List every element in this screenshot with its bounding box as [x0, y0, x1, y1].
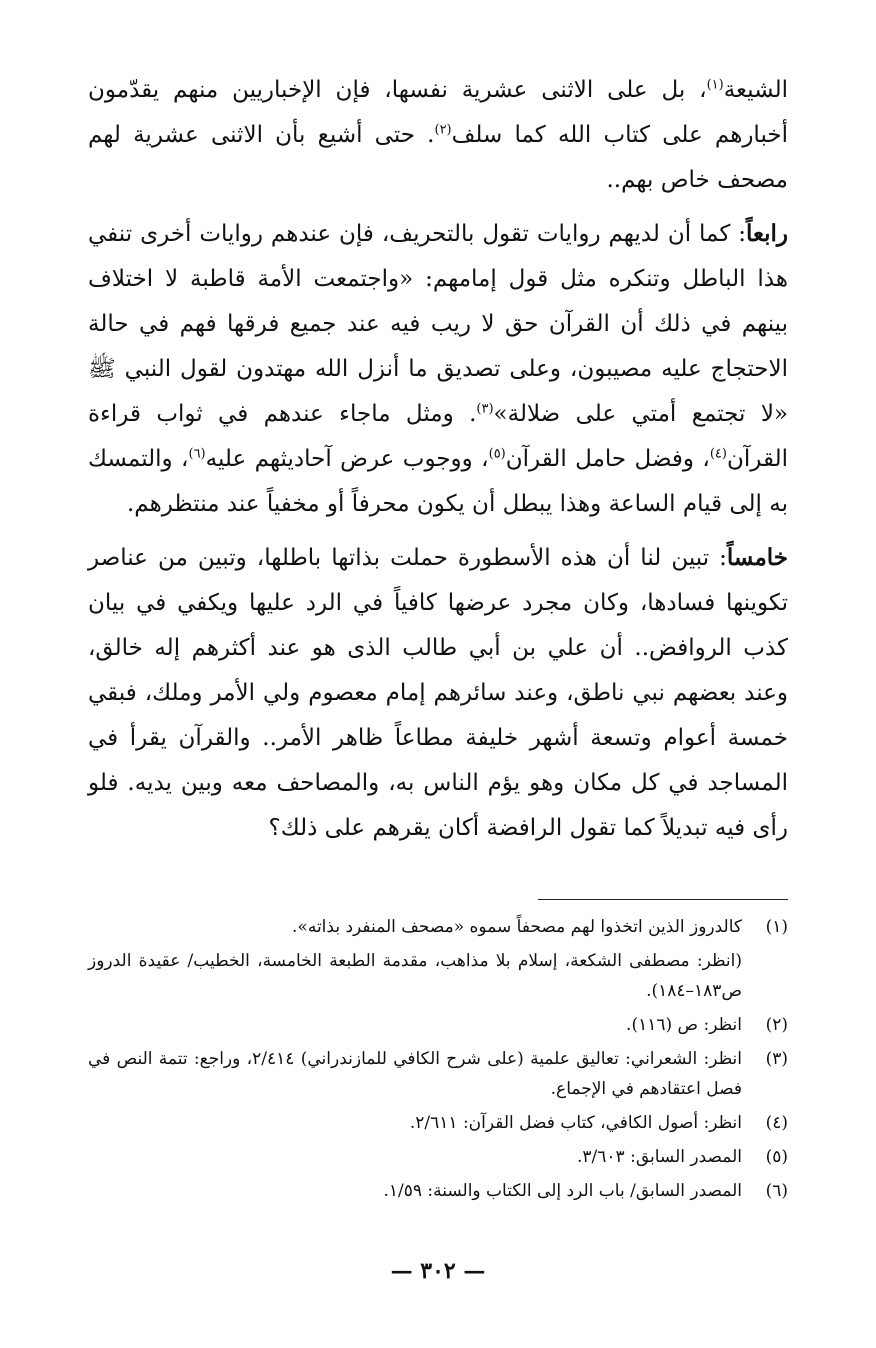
text-run: ، وفضل حامل القرآن	[505, 446, 710, 472]
footnote-text: انظر: أصول الكافي، كتاب فضل القرآن: ٢/٦١١.	[409, 1113, 742, 1133]
footnote-divider	[538, 899, 788, 900]
paragraph-fifth	[88, 535, 788, 851]
footnote-item	[88, 1176, 788, 1206]
footnote-ref: (١)	[706, 77, 724, 93]
paragraph-lead: رابعاً	[745, 220, 788, 247]
footnote-number: (١)	[765, 917, 788, 937]
footnote-text: انظر: ص (١١٦).	[626, 1015, 742, 1035]
footnote-number: (٢)	[765, 1015, 788, 1035]
footnote-number: (٦)	[765, 1181, 788, 1201]
text-run: ، ووجوب عرض آحاديثهم عليه	[205, 446, 489, 472]
paragraph-continuation	[88, 68, 788, 203]
footnote-text: المصدر السابق/ باب الرد إلى الكتاب والسنة: ١/٥٩.	[383, 1181, 742, 1201]
footnotes	[88, 912, 788, 1210]
text-run: الشيعة	[723, 77, 788, 103]
footnote-number: (٣)	[765, 1049, 788, 1069]
text-run: : تبين لنا أن هذه الأسطورة حملت بذاتها باطلها، وتبين من عناصر تكوينها فسادها، وكان مجرد عرضها كافياً في الرد عليها ويكفي في بيان كذب الروافض.. أن علي بن أبي طالب الذى هو عند أكثرهم إله خالق، وعند بعضهم نبي ناطق، وعند سائرهم إمام معصوم ولي الأمر وملك، فبقي خمسة أعوام وتسعة أشهر خليفة مطاعاً ظاهر الأمر.. والقرآن يقرأ في المساجد في كل مكان وهو يؤم الناس به، والمصاحف معه وبين يديه. فلو رأى فيه تبديلاً كما تقول الرافضة أكان يقرهم على ذلك؟	[88, 545, 788, 841]
paragraph-fourth	[88, 211, 788, 527]
footnote-text: (انظر: مصطفى الشكعة، إسلام بلا مذاهب، مقدمة الطبعة الخامسة، الخطيب/ عقيدة الدروز ص١٨٣–١٨٤).	[88, 951, 742, 1001]
footnote-ref: (٣)	[476, 401, 494, 417]
text-run: : كما أن لديهم روايات تقول بالتحريف، فإن عندهم روايات أخرى تنفي هذا الباطل وتنكره مثل قول إمامهم: «واجتمعت الأمة قاطبة لا اختلاف بينهم في ذلك أن القرآن حق لا ريب فيه عند جميع فرقها فهم في حالة الاحتجاج عليه مصيبون، وعلى تصديق ما أنزل الله مهتدون لقول النبي ﷺ «لا تجتمع أمتي على ضلالة»	[88, 221, 789, 427]
footnote-item	[88, 912, 788, 942]
footnote-text: انظر: الشعراني: تعاليق علمية (على شرح الكافي للمازندراني) ٢/٤١٤، وراجع: تتمة النص في فصل اعتقادهم في الإجماع.	[88, 1049, 742, 1099]
footnote-number: (٥)	[765, 1147, 788, 1167]
footnote-item	[88, 1108, 788, 1138]
paragraph-lead: خامساً	[726, 544, 788, 571]
footnote-item	[88, 946, 788, 1006]
footnote-ref: (٦)	[188, 446, 206, 462]
footnote-item	[88, 1010, 788, 1040]
text-run: . ومثل ماجاء عندهم في ثواب قراءة القرآن	[88, 401, 788, 472]
text-run: ، بل على الاثنى عشرية نفسها، فإن الإخباريين منهم يقدّمون أخبارهم على كتاب الله كما سلف	[88, 77, 788, 148]
footnote-ref: (٢)	[434, 122, 452, 138]
page-number: — ٣٠٢ —	[390, 1258, 486, 1284]
footnote-ref: (٥)	[488, 446, 506, 462]
footnote-ref: (٤)	[709, 446, 727, 462]
text-run: . حتى أشيع بأن الاثنى عشرية لهم مصحف خاص بهم..	[88, 122, 788, 193]
footnote-item	[88, 1044, 788, 1104]
footnote-number	[742, 946, 788, 1006]
footnote-number: (٤)	[765, 1113, 788, 1133]
footnote-text: كالدروز الذين اتخذوا لهم مصحفاً سموه «مصحف المنفرد بذاته».	[292, 917, 742, 937]
footnote-item	[88, 1142, 788, 1172]
footnote-text: المصدر السابق: ٣/٦٠٣.	[577, 1147, 742, 1167]
text-run: ، والتمسك به إلى قيام الساعة وهذا يبطل أن يكون محرفاً أو مخفياً عند منتظرهم.	[88, 446, 788, 517]
main-text	[88, 68, 788, 851]
